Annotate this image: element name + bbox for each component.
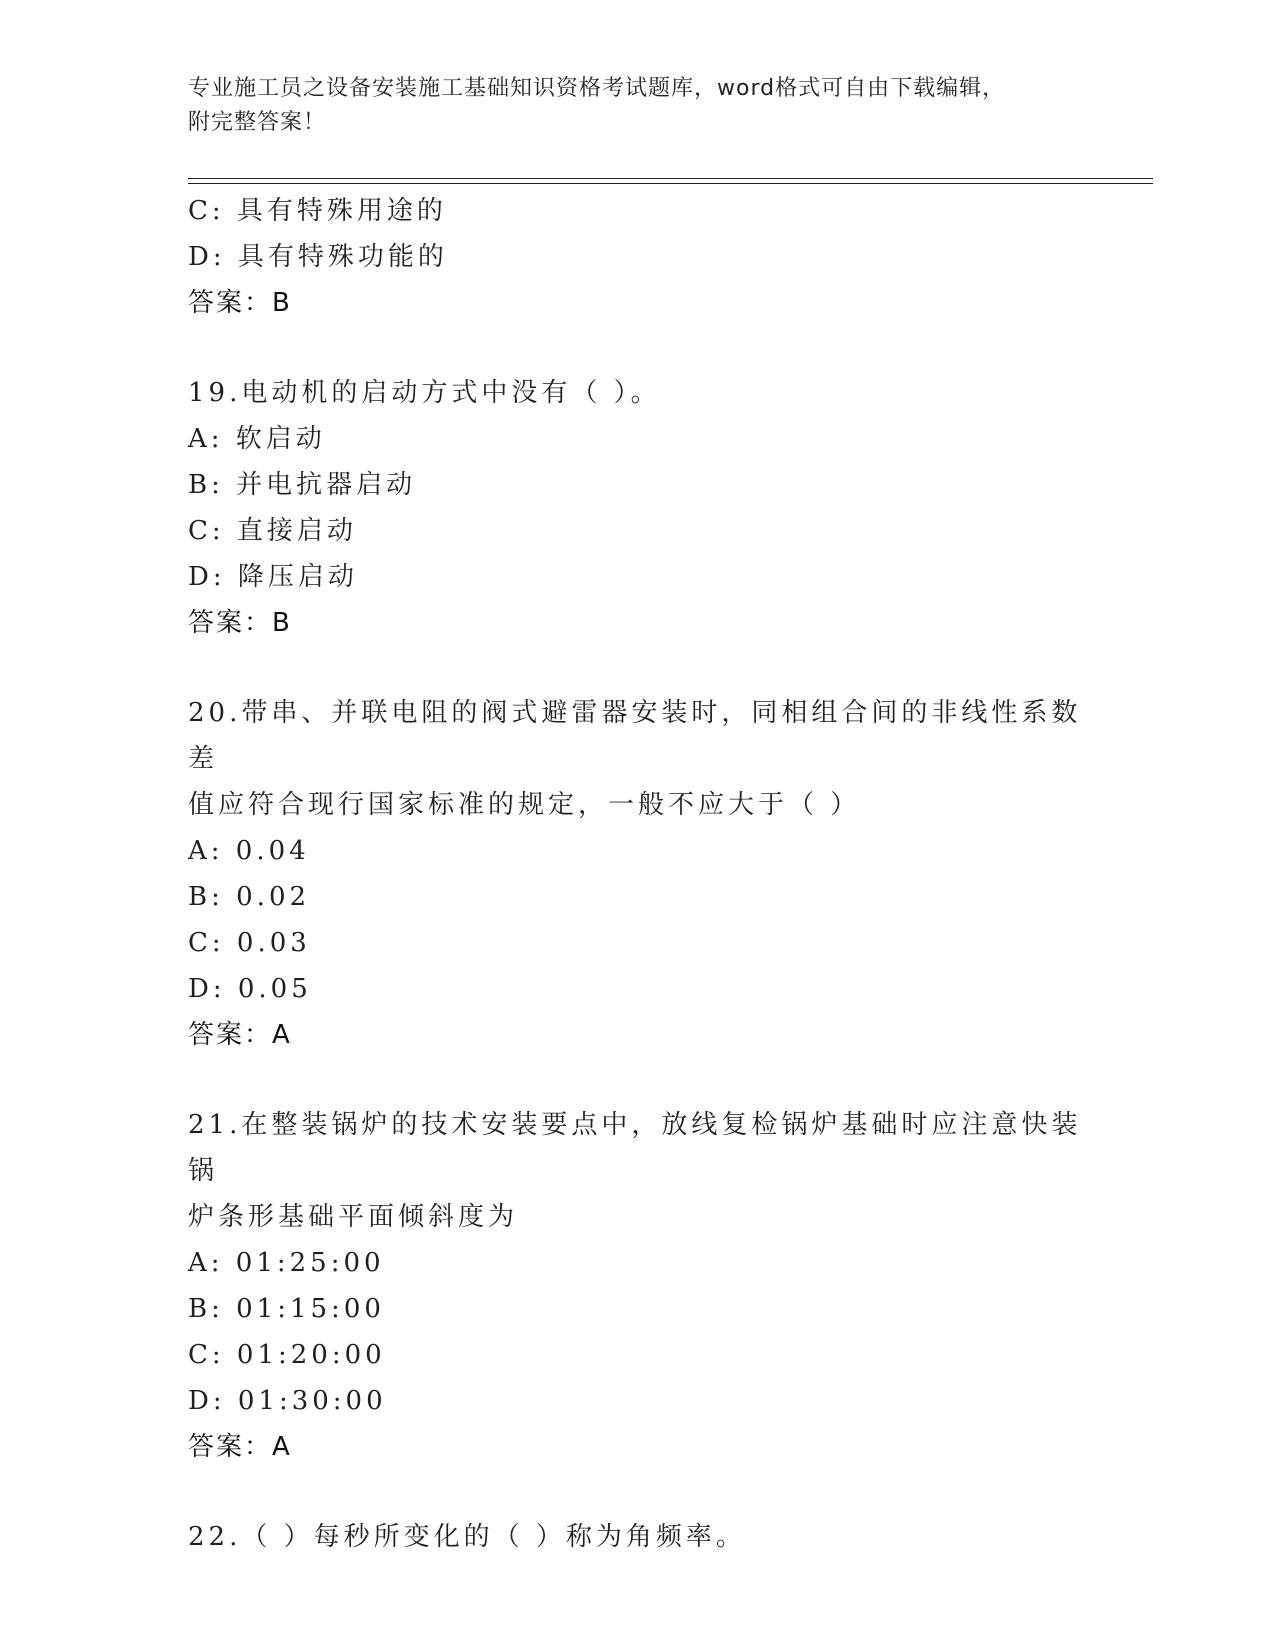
question-stem: 19.电动机的启动方式中没有（ ）。 xyxy=(188,378,661,408)
option-b: B: 01:15:00 xyxy=(188,1294,385,1324)
question-19 xyxy=(188,370,1108,646)
option-c: C: 具有特殊用途的 xyxy=(188,196,447,226)
option-c: C: 直接启动 xyxy=(188,516,357,546)
option-c: C: 01:20:00 xyxy=(188,1340,386,1370)
question-continued xyxy=(188,188,1108,326)
question-stem-line-1: 21.在整装锅炉的技术安装要点中，放线复检锅炉基础时应注意快装锅 xyxy=(188,1110,1082,1186)
question-stem-line-2: 值应符合现行国家标准的规定，一般不应大于（ ） xyxy=(188,790,861,820)
option-a: A: 软启动 xyxy=(188,424,326,454)
question-22 xyxy=(188,1514,1108,1560)
option-c: C: 0.03 xyxy=(188,928,311,958)
option-d: D: 具有特殊功能的 xyxy=(188,242,448,272)
option-d: D: 01:30:00 xyxy=(188,1386,387,1416)
header-rule-top xyxy=(188,178,1153,179)
option-b: B: 0.02 xyxy=(188,882,311,912)
option-d: D: 降压启动 xyxy=(188,562,358,592)
question-stem-line-1: 20.带串、并联电阻的阀式避雷器安装时，同相组合间的非线性系数差 xyxy=(188,698,1082,774)
question-stem: 22.（ ）每秒所变化的（ ）称为角频率。 xyxy=(188,1522,746,1552)
header-line-1: 专业施工员之设备安装施工基础知识资格考试题库，word格式可自由下载编辑， xyxy=(188,76,1006,101)
answer-line: 答案：A xyxy=(188,1432,292,1462)
answer-line: 答案：A xyxy=(188,1020,292,1050)
answer-line: 答案：B xyxy=(188,288,292,318)
option-b: B: 并电抗器启动 xyxy=(188,470,417,500)
page-header xyxy=(188,72,1088,140)
question-20 xyxy=(188,690,1108,1058)
document-body xyxy=(188,188,1108,1560)
question-21 xyxy=(188,1102,1108,1470)
header-line-2: 附完整答案！ xyxy=(188,110,327,135)
option-a: A: 01:25:00 xyxy=(188,1248,385,1278)
answer-line: 答案：B xyxy=(188,608,292,638)
option-a: A: 0.04 xyxy=(188,836,310,866)
option-d: D: 0.05 xyxy=(188,974,312,1004)
question-stem-line-2: 炉条形基础平面倾斜度为 xyxy=(188,1202,519,1232)
header-rule-bottom xyxy=(188,183,1153,184)
